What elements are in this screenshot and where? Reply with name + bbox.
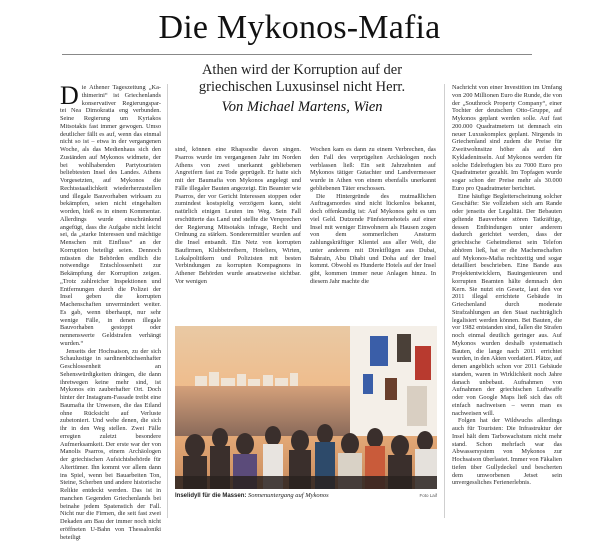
article-column-3: [310, 146, 436, 318]
paragraph: Nachricht von einer Investition im Umfang von 200 Millionen Euro die Runde, die von der „Southrock Property Company“, einer Tochter der deutschen Otto-Gruppe, auf Mykonos geplant werden solle. Auf fast 200.000 Quadratmetern ist demnach ein neuer Luxuskomplex geplant. Nirgends in Griechenland sind zudem die Preise für Zweitwohnsitze höher als auf den Kykladeninseln. Auf Mykonos werden für solche Edelrefugien bis zu 7000 Euro pro Quadratmeter gezahlt. Im Topfagen wurde sogar schon der Preise mehr als 30.000 Euro pro Quadratmeter berichtet.: [452, 84, 562, 193]
headline-rule: [62, 54, 532, 55]
byline: Von Michael Martens, Wien: [172, 98, 432, 116]
paragraph: Wochen kam es dann zu einem Verbrechen, das den Fall des verprügelten Archäologen noch verblassen ließ: Ein seit Jahrzehnten auf Mykonos tätiger Gutachter und Landvermesser wurde in Athen von einem ebenfalls unerkannt gebliebenen Täter erschossen.: [310, 146, 436, 193]
article-photo: [175, 326, 437, 489]
article-column-1: [60, 84, 161, 518]
photo-caption: [175, 492, 437, 500]
paragraph: [60, 84, 161, 348]
paragraph: Jenseits der Hochsaison, zu der sich Schaulustige in sardinenbüchsenhafter Geschlossenheit an Sehenswürdigkeiten drängen, die dann ihretwegen keine mehr sind, ist Mykonos ein zauberhafter Ort. Doch hinter der Instagram-Fassade treibt eine Baumafia ihr Unwesen, die das Eiland ohne Rücksicht auf Verluste zubetoniert. Und wehe denen, die sich ihr in den Weg stellen. Zwei Fälle erregten zuletzt besondere Aufmerksamkeit. Der erste war der von Manolis Psarros, einem Archäologen der griechischen Aufsichtsbehörde für Altertümer. Ihn kommt vor allem dann ins Spiel, wenn bei Bauarbeiten Ton, Steine, Scherben und andere historische Relikte entdeckt werden. Das ist in manchen Gegenden Griechenlands bei beinahe jedem Spatenstich der Fall. Nicht nur die Firmen, die seit fast zwei Dekaden am Bau der immer noch nicht eröffneten U-Bahn von Thessaloniki beteiligt: [60, 348, 161, 541]
photo-credit: Foto Laif: [405, 493, 437, 498]
headline: Die Mykonos-Mafia: [0, 8, 599, 48]
column-divider: [444, 84, 445, 518]
subheadline: Athen wird der Korruption auf der griechischen Luxusinsel nicht Herr.: [172, 62, 432, 96]
sunset-crowd-photo: [175, 326, 437, 489]
paragraph-text: ie Athener Tageszeitung „Ka-thimerini“ ist Griechenlands konservativer Regierungspar-tei Nea Dimokratia eng verbunden. Seine Regierung um Kyriakos Mitsotakis fast immer gewogen. Umso deutlicher fällt es auf, wenn das einmal nicht so ist – etwa in der vergangenen Woche, als das Medienhaus sich den Zuständen auf Mykonos widmete, der bei wohlhabenden Partytouristen beliebtesten Insel des Landes. Athens Vorgesetzten, auf Mykonos die Rechtsstaatlichkeit wiederherzustellen und illegale Bauvorhaben wirksam zu bekämpfen, seien nicht eingehalten worden, hieß es in einem Kommentar. Allerdings wurde einschränkend angefügt, dass die Aufgabe nicht leicht sei, da „starke Interessen und mächtige Menschen mit Einfluss“ an der Korruption beteiligt seien. Dennoch müssten die Behörden endlich die notwendige Entschlossenheit zur Bekämpfung der Korruption zeigen. „Trotz zahlreicher Inspektionen und Entfernungen durch die Polizei der Insel geben die korrupten Machenschaften unvermindert weiter. Es gab, wenn überhaupt, nur sehr wenige Fälle, in denen illegale Bauvorhaben gestoppt oder nennenswerte Geldstrafen verhängt wurden.“: [60, 84, 161, 347]
drop-cap: D: [60, 85, 79, 107]
article-column-4: [452, 84, 562, 518]
paragraph: sind, können eine Rhapsodie davon singen. Psarros wurde im vergangenen Jahr im Norden Athens von zwei unerkannt gebliebenen Angreifern fast zu Tode geprügelt. Er hatte sich mit der Baumafia von Mykonos angelegt und Fälle illegaler Bauten angezeigt. Ein Beamter wie Psarros, der vor Gericht Interessen stoppen oder zumindest kostspielig verzögern kann, steht natürlich einigen Leuten im Weg. Sein Fall erschütterte das Land und stellte die Versprechen der Regierung Mitsotakis infrage, Recht und Ordnung zu stärken. Sonderermittler wurden auf die Insel entsandt. Ein Netz von korrupten Baufirmen, Klubbetreibern, Hoteliers, Wirten, Lokalpolitikern und Polizisten mit besten Verbindungen zu korrupten Kompagnons in Athener Behörden wurde ansatzweise sichtbar. Vor wenigen: [175, 146, 301, 286]
paragraph: Folgen hat der Wildwuchs allerdings auch für Touristen: Die Infrastruktur der Insel hält dem Tarbowachstum nicht mehr stand. Schon mehrfach war das Abwassersystem von Mykonos zur Hochsaison überlastet. Immer von Fäkalien tiefen über Gullydeckel und bescherten dem umworbenen Jetset sein unvergessliches Ferienerlebnis.: [452, 417, 562, 487]
caption-text: Sonnenuntergang auf Mykonos: [248, 492, 329, 499]
waterfront-buildings: [350, 326, 437, 436]
paragraph: Die Hintergründe des mutmaßlichen Auftragsmordes sind nicht lückenlos bekannt, doch offenkundig ist: Auf Mykonos geht es um viel Geld. Dutzende Fünfsternehotels auf einer Insel mit weniger Einwohnern als Hausen zogen von dem sommerlichen Ansturm zahlungskräftiger Klientel aus aller Welt, die unter anderem mit Direktflügen aus Dubai, Bahrain, Abu Dhabi und Doha auf der Insel kommt. Obwohl es Hunderte Hotels auf der Insel gibt, kommen immer neue Anlagen hinzu. In diesem Jahr machte die: [310, 193, 436, 286]
column-divider: [167, 84, 168, 518]
caption-lead: Inselidyll für die Massen:: [175, 493, 246, 499]
paragraph: Eine häufige Begleiterscheinung solcher Geschäfte: Sie vollziehen sich am Rande oder jenseits der Legalität. Der Bebauten geltende Bauverbote stören Tatkräftige, dessen Entbindungen unter anderem dadurch gerichtet werden, dass der griechische Geheimdienst sein Telefon abhören ließ, hat er die Machenschaften auf Mykonos-Mafia rechtzeitig und sogar detailliert beschrieben. Eine Bande aus Projektentwicklern, Bauingenieuren und korrupten Beamten hälte demnach den Kern. Sie nutzt ein Gesetz, laut den vor 2011 illegal errichtete Gebäude in Griechenland durch moderate Strafzahlungen an den Staat nachträglich legalisiert werden können. Bei Bauten, die vor 1982 entstanden sind, fallen die Strafen noch einmal deutlich geringer aus. Auf Mykonos wurden deshalb systematisch Bauten, die lange nach 2011 errichtet wurden, in den Akten vordatiert. Plätze, auf denen angeblich schon vor 2011 Gebäude standen, waren in Wirklichkeit noch Jahre danach unbebaut. Aufnahmen von Aufnahmen der griechischen Luftwaffe oder von Google Maps ließ sich das oft einfach nachweisen – wenn man es nachweisen will.: [452, 193, 562, 418]
article-column-2: [175, 146, 301, 318]
